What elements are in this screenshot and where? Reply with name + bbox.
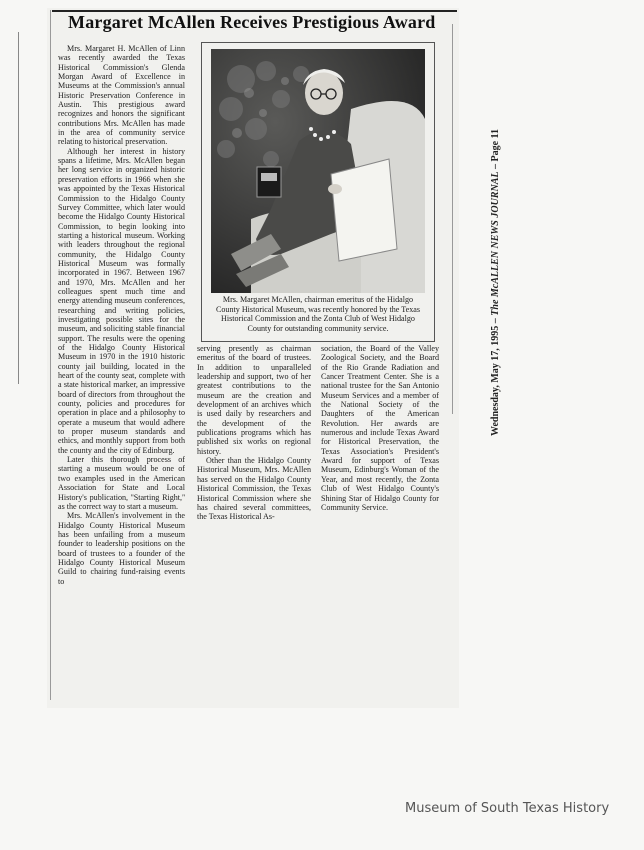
folio-strip-edge (18, 32, 63, 384)
museum-credit: Museum of South Texas History (405, 801, 610, 816)
article-column-1 (58, 44, 185, 586)
folio-page: – Page 11 (490, 129, 501, 172)
photo-caption: Mrs. Margaret McAllen, chairman emeritus of the Hidalgo County Historical Museum, was recently honored by the Texas Historical Commission and the Zonta Club of West Hidalgo County for outstanding community service. (215, 295, 421, 333)
folio-line (490, 129, 501, 436)
portrait-illustration (211, 49, 425, 293)
article-paragraph: Later this thorough process of starting a museum would be one of two examples used in the American Association for State and Local History's publication, ''Starting Right,'' as the correct way to start a museum. (58, 455, 185, 511)
article-paragraph: serving presently as chairman emeritus of the board of trustees. In addition to unparalleled leadership and support, two of her greatest contributions to the museum are the creation and development of an archives which is used daily by researchers and the development of the publications programs which has published six works on regional history. (197, 344, 311, 456)
article-column-2 (197, 344, 311, 522)
clipping-edge (452, 24, 453, 414)
article-paragraph: Mrs. Margaret H. McAllen of Linn was recently awarded the Texas Historical Commission's Glenda Morgan Award of Excellence in Museums at the Commission's annual Historic Preservation Conference in Austin. This prestigious award recognizes and honors the significant contributions Mrs. McAllen has made in the area of community service relating to historical preservation. (58, 44, 185, 147)
folio-date: Wednesday, May 17, 1995 – (490, 315, 501, 436)
article-headline: Margaret McAllen Receives Prestigious Award (68, 12, 436, 32)
article-paragraph: sociation, the Board of the Valley Zoological Society, and the Board of the Rio Grande Radiation and Cancer Treatment Center. She is a national trustee for the San Antonio Museum Services and a member of the National Society of the Daughters of the American Revolution. Her awards are numerous and include Texas Award for Historical Preservation, the Texas Association's President's Award for support of Texas Museum, Edinburg's Woman of the Year, and most recently, the Zonta Club of West Hidalgo County's Shining Star of Hidalgo County for Community Service. (321, 344, 439, 512)
folio-paper: The McALLEN NEWS JOURNAL (490, 171, 501, 316)
article-paragraph: Although her interest in history spans a lifetime, Mrs. McAllen began her long service in organized historic preservation efforts in 1966 when she was appointed by the Texas Historical Commission to the Hidalgo County Survey Committee, which later would become the Hidalgo County Historical Commission, to begin looking into starting a historical museum. Working with leaders throughout the regional community, the Hidalgo County Historical Museum was formally incorporated in 1967. Between 1967 and 1970, Mrs. McAllen and her colleagues spent much time and energy attending museum conferences, researching and writing policies, investigating possible sites for the museum, and soliciting stable financial support. The results were the opening of the Hidalgo County Historical Museum in 1970 in the 1910 historic county jail building, located in the heart of the county seat, complete with a state historical marker, an impressive board of directors from throughout the county, policies and procedures for operation in place and a philosophy to operate a museum that would adhere to proper museum standards and ethics, and monthly support from both the county and the city of Edinburg. (58, 146, 185, 455)
photo-frame (201, 42, 435, 342)
article-column-3 (321, 344, 439, 512)
article-paragraph: Other than the Hidalgo County Historical Museum, Mrs. McAllen has served on the Hidalgo County Historical Commission, the Texas Historical Commission where she has chaired several committees, the Texas Historical As- (197, 456, 311, 522)
portrait-photo (211, 49, 425, 293)
article-paragraph: Mrs. McAllen's involvement in the Hidalgo County Historical Museum has been unfailing from a museum founder to leadership positions on the board of trustees to a founder of the Hidalgo County Historical Museum Guild to chairing fund-raising events to (58, 511, 185, 586)
